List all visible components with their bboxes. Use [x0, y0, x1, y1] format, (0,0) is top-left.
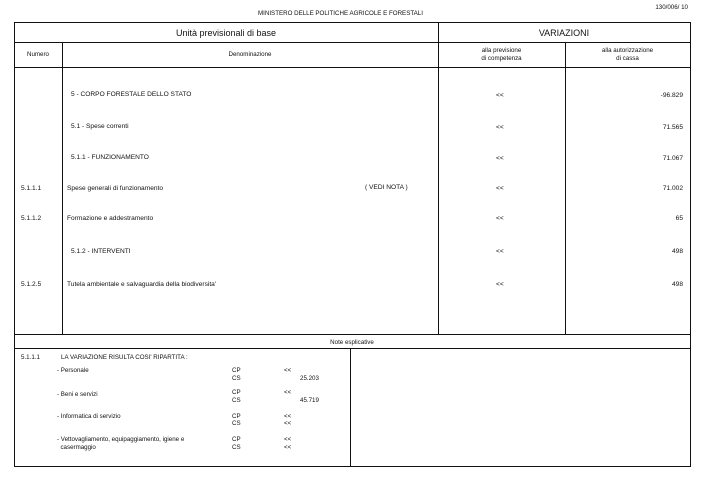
- frame-right: [690, 22, 691, 466]
- row-competenza: <<: [496, 248, 504, 255]
- note-item-cp-value: <<: [284, 367, 292, 374]
- column-header-competenza: alla previsione di competenza: [481, 47, 522, 62]
- frame-bottom: [14, 466, 691, 467]
- col-divider-cassa: [565, 42, 566, 334]
- notes-top-divider: [14, 334, 690, 335]
- row-competenza: <<: [496, 185, 504, 192]
- row-cassa: 498: [671, 248, 683, 255]
- note-item-label: - Vettovagliamento, equipaggiamento, igiene e casermaggio: [57, 436, 185, 451]
- row-denominazione: 5.1.1 - FUNZIONAMENTO: [71, 154, 149, 161]
- note-item-cs-label: CS: [232, 397, 241, 404]
- col-divider-numero: [62, 42, 63, 334]
- row-competenza: <<: [496, 155, 504, 162]
- frame-top: [14, 22, 690, 23]
- notes-title: Note esplicative: [330, 339, 374, 346]
- row-denominazione: 5.1.2 - INTERVENTI: [71, 248, 131, 255]
- row-competenza: <<: [496, 92, 504, 99]
- frame-left: [14, 22, 15, 466]
- row-numero: 5.1.2.5: [21, 281, 42, 288]
- row-cassa: 71.067: [662, 155, 683, 162]
- note-item-cp-label: CP: [232, 436, 241, 443]
- row-denominazione: 5.1 - Spese correnti: [71, 123, 129, 130]
- group-divider: [438, 22, 439, 334]
- column-header-denominazione: Denominazione: [228, 51, 272, 58]
- note-item-label: - Personale: [57, 367, 89, 374]
- note-item-cs-value: <<: [284, 420, 292, 427]
- group-header-variazioni: VARIAZIONI: [538, 28, 590, 38]
- note-item-cs-value: <<: [284, 444, 292, 451]
- notes-title-divider: [14, 348, 690, 349]
- column-header-numero: Numero: [26, 51, 49, 58]
- row-cassa: 498: [671, 281, 683, 288]
- note-item-cp-label: CP: [232, 367, 241, 374]
- row-denominazione: Tutela ambientale e salvaguardia della biodiversita': [67, 281, 217, 288]
- row-competenza: <<: [496, 281, 504, 288]
- row-cassa: 71.565: [662, 124, 683, 131]
- notes-column-divider: [350, 348, 351, 466]
- header-divider: [14, 42, 690, 43]
- row-numero: 5.1.1.1: [21, 185, 42, 192]
- row-cassa: 65: [675, 215, 683, 222]
- note-item-cs-label: CS: [232, 420, 241, 427]
- notes-heading: LA VARIAZIONE RISULTA COSI' RIPARTITA :: [61, 354, 188, 361]
- row-cassa: -96.829: [660, 92, 683, 99]
- column-header-cassa: alla autorizzazione di cassa: [601, 47, 654, 62]
- note-item-cp-label: CP: [232, 389, 241, 396]
- row-competenza: <<: [496, 215, 504, 222]
- note-item-cs-value: 25.203: [300, 375, 319, 382]
- row-cassa: 71.002: [662, 185, 683, 192]
- note-item-cp-value: <<: [284, 436, 292, 443]
- row-note-reference: ( VEDI NOTA ): [365, 184, 408, 191]
- note-item-cs-label: CS: [232, 444, 241, 451]
- row-denominazione: 5 - CORPO FORESTALE DELLO STATO: [71, 91, 192, 98]
- group-header-unita: Unità previsionali di base: [175, 28, 277, 38]
- notes-code: 5.1.1.1: [21, 354, 40, 361]
- row-denominazione: Spese generali di funzionamento: [67, 185, 164, 192]
- column-header-divider: [14, 67, 690, 68]
- note-item-cs-label: CS: [232, 375, 241, 382]
- row-numero: 5.1.1.2: [21, 215, 42, 222]
- note-item-label: - Informatica di servizio: [57, 413, 121, 420]
- note-item-cp-value: <<: [284, 389, 292, 396]
- row-competenza: <<: [496, 124, 504, 131]
- page-reference: 130/006/ 10: [655, 4, 688, 11]
- ministry-heading: MINISTERO DELLE POLITICHE AGRICOLE E FORESTALI: [258, 10, 423, 17]
- note-item-cs-value: 45.719: [300, 397, 319, 404]
- note-item-cp-label: CP: [232, 413, 241, 420]
- note-item-label: - Beni e servizi: [57, 391, 98, 398]
- row-denominazione: Formazione e addestramento: [67, 215, 154, 222]
- note-item-cp-value: <<: [284, 413, 292, 420]
